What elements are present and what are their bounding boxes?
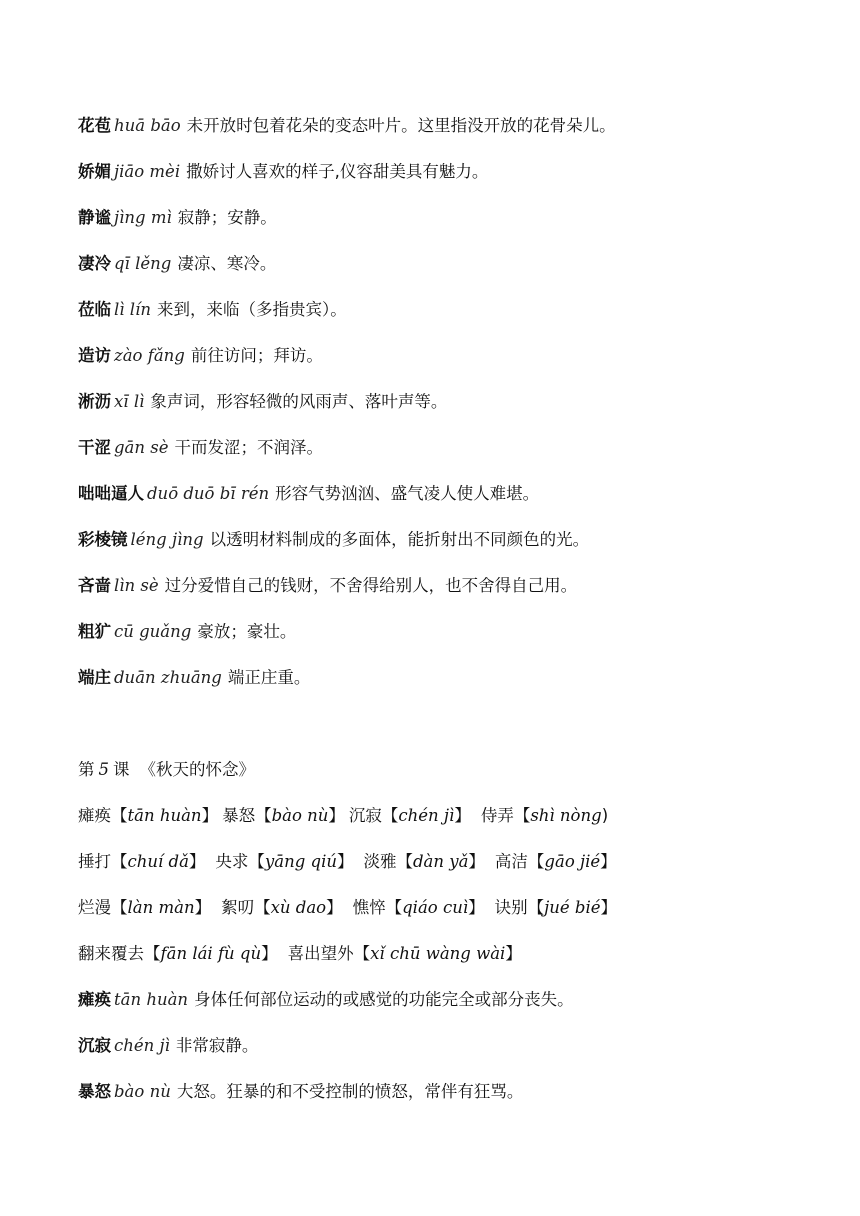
vocab-pinyin: qī lěng <box>114 254 172 273</box>
lesson-suffix: 课 <box>113 760 130 779</box>
vocab-entry <box>78 1080 838 1104</box>
word-pinyin-pair <box>349 806 471 825</box>
pair-close-bracket: 】 <box>326 898 343 917</box>
vocab-word: 静谧 <box>78 208 111 227</box>
pair-close-bracket: 】 <box>468 852 485 871</box>
vocab-entry <box>78 344 838 368</box>
pair-characters: 翻来覆去 <box>78 944 144 963</box>
vocab-word: 花苞 <box>78 116 111 135</box>
vocab-definition: 来到，来临（多指贵宾）。 <box>156 300 347 319</box>
lesson-heading <box>78 758 838 782</box>
pair-open-bracket: 【 <box>144 944 161 963</box>
pair-pinyin: xù dao <box>270 898 327 917</box>
pair-characters: 央求 <box>215 852 249 871</box>
pair-pinyin: fān lái fù qù <box>160 944 262 963</box>
vocab-entry <box>78 574 838 598</box>
vocab-word: 造访 <box>78 346 111 365</box>
vocab-pinyin: duān zhuāng <box>114 668 222 687</box>
vocab-entry <box>78 666 838 690</box>
vocab-entry <box>78 298 838 322</box>
lesson-number: 5 <box>98 760 109 779</box>
vocab-definition: 未开放时包着花朵的变态叶片。这里指没开放的花骨朵儿。 <box>186 116 616 135</box>
vocab-definition: 象声词，形容轻微的风雨声、落叶声等。 <box>150 392 448 411</box>
word-pinyin-pair <box>363 852 484 871</box>
pair-open-bracket: 【 <box>381 806 399 825</box>
word-pinyin-pair <box>495 852 617 871</box>
pair-close-bracket: 】 <box>468 898 485 917</box>
pair-open-bracket: 【 <box>255 806 272 825</box>
pair-characters: 烂漫 <box>78 898 111 917</box>
vocab-word: 娇媚 <box>78 162 111 181</box>
pair-close-bracket: ) <box>601 806 609 825</box>
pair-characters: 瘫痪 <box>78 806 111 825</box>
word-pinyin-pair <box>221 898 343 917</box>
pair-open-bracket: 【 <box>254 898 271 917</box>
pair-pinyin: xǐ chū wàng wài <box>370 944 506 963</box>
vocab-pinyin: duō duō bī rén <box>147 484 270 503</box>
lesson-title: 《秋天的怀念》 <box>139 760 255 779</box>
pair-open-bracket: 【 <box>527 898 545 917</box>
vocab-definition: 身体任何部位运动的或感觉的功能完全或部分丧失。 <box>194 990 574 1009</box>
vocab-pinyin: xī lì <box>114 392 145 411</box>
pair-pinyin: shì nòng <box>530 806 602 825</box>
pair-close-bracket: 】 <box>600 898 617 917</box>
vocab-entry <box>78 160 838 184</box>
pinyin-row <box>78 942 838 966</box>
word-pinyin-pair <box>78 944 278 963</box>
vocab-pinyin: chén jì <box>114 1036 170 1055</box>
vocab-word: 咄咄逼人 <box>78 484 144 503</box>
vocab-pinyin: cū guǎng <box>114 622 192 641</box>
vocab-definition: 形容气势汹汹、盛气凌人使人难堪。 <box>275 484 540 503</box>
vocab-definition: 前往访问；拜访。 <box>190 346 323 365</box>
pinyin-row <box>78 850 838 874</box>
vocab-word: 凄冷 <box>78 254 111 273</box>
vocab-pinyin: bào nù <box>114 1082 171 1101</box>
pair-pinyin: dàn yǎ <box>412 852 469 871</box>
pair-open-bracket: 【 <box>396 852 413 871</box>
vocab-definition: 干而发涩；不润泽。 <box>174 438 324 457</box>
vocab-entry <box>78 436 838 460</box>
pair-characters: 诀别 <box>494 898 528 917</box>
vocab-definition: 以透明材料制成的多面体，能折射出不同颜色的光。 <box>209 530 590 549</box>
word-pinyin-pair <box>78 806 218 825</box>
pair-pinyin: bào nù <box>271 806 329 825</box>
vocab-pinyin: lì lín <box>114 300 151 319</box>
word-pinyin-pair <box>288 944 522 963</box>
vocab-definition: 豪放；豪壮。 <box>197 622 297 641</box>
pair-pinyin: chuí dǎ <box>127 852 189 871</box>
vocab-pinyin: gān sè <box>114 438 169 457</box>
vocab-word: 端庄 <box>78 668 111 687</box>
vocab-entry <box>78 1034 838 1058</box>
vocab-entry <box>78 206 838 230</box>
vocab-word: 沉寂 <box>78 1036 111 1055</box>
pair-close-bracket: 】 <box>194 898 212 917</box>
vocab-entry <box>78 114 838 138</box>
pair-open-bracket: 【 <box>353 944 371 963</box>
vocab-word: 粗犷 <box>78 622 111 641</box>
pair-pinyin: qiáo cuì <box>402 898 469 917</box>
pair-pinyin: chén jì <box>398 806 455 825</box>
vocab-entry <box>78 620 838 644</box>
pair-open-bracket: 【 <box>111 806 128 825</box>
pair-close-bracket: 】 <box>336 852 354 871</box>
word-pinyin-pair <box>78 898 211 917</box>
pair-characters: 淡雅 <box>363 852 397 871</box>
vocab-word: 彩棱镜 <box>78 530 128 549</box>
vocab-entry <box>78 988 838 1012</box>
pair-characters: 沉寂 <box>348 806 382 825</box>
word-pinyin-pair <box>215 852 353 871</box>
vocab-definition: 过分爱惜自己的钱财，不舍得给别人，也不舍得自己用。 <box>164 576 578 595</box>
vocab-word: 吝啬 <box>78 576 111 595</box>
pair-characters: 侍弄 <box>480 806 514 825</box>
vocab-pinyin: huā bāo <box>114 116 181 135</box>
vocab-word: 干涩 <box>78 438 111 457</box>
pinyin-row <box>78 804 838 828</box>
pair-open-bracket: 【 <box>111 852 128 871</box>
vocab-definition: 凄凉、寒冷。 <box>177 254 277 273</box>
vocab-word: 淅沥 <box>78 392 111 411</box>
vocab-word: 莅临 <box>78 300 111 319</box>
pair-open-bracket: 【 <box>385 898 403 917</box>
pair-characters: 憔悴 <box>352 898 386 917</box>
pair-open-bracket: 【 <box>527 852 545 871</box>
vocab-pinyin: tān huàn <box>114 990 189 1009</box>
pair-characters: 絮叨 <box>221 898 255 917</box>
pair-close-bracket: 】 <box>188 852 206 871</box>
pinyin-row <box>78 896 838 920</box>
pair-characters: 捶打 <box>78 852 111 871</box>
word-pinyin-pair <box>495 898 617 917</box>
pair-close-bracket: 】 <box>328 806 345 825</box>
vocab-word: 瘫痪 <box>78 990 111 1009</box>
vocab-definition: 撒娇讨人喜欢的样子,仪容甜美具有魅力。 <box>186 162 489 181</box>
pair-pinyin: tān huàn <box>127 806 202 825</box>
vocab-pinyin: jiāo mèi <box>114 162 181 181</box>
vocab-definition: 端正庄重。 <box>227 668 311 687</box>
vocab-word: 暴怒 <box>78 1082 111 1101</box>
vocab-definition: 寂静；安静。 <box>177 208 277 227</box>
vocab-entry <box>78 390 838 414</box>
pair-close-bracket: 】 <box>505 944 522 963</box>
pair-pinyin: gāo jié <box>544 852 601 871</box>
word-pinyin-pair <box>222 806 345 825</box>
pair-characters: 喜出望外 <box>287 944 354 963</box>
pair-close-bracket: 】 <box>600 852 617 871</box>
vocab-entry <box>78 252 838 276</box>
pair-open-bracket: 【 <box>513 806 531 825</box>
vocab-definition: 大怒。狂暴的和不受控制的愤怒，常伴有狂骂。 <box>176 1082 524 1101</box>
pair-close-bracket: 】 <box>454 806 471 825</box>
pair-pinyin: yāng qiú <box>264 852 337 871</box>
word-pinyin-pair <box>353 898 485 917</box>
vocab-definition: 非常寂静。 <box>175 1036 259 1055</box>
pair-pinyin: jué bié <box>544 898 601 917</box>
pair-characters: 暴怒 <box>222 806 256 825</box>
pair-pinyin: làn màn <box>127 898 195 917</box>
pair-close-bracket: 】 <box>261 944 278 963</box>
vocab-pinyin: léng jìng <box>130 530 204 549</box>
vocab-entry <box>78 528 838 552</box>
vocab-pinyin: jìng mì <box>114 208 172 227</box>
lesson-prefix: 第 <box>78 760 95 779</box>
pair-close-bracket: 】 <box>201 806 219 825</box>
word-pinyin-pair <box>78 852 205 871</box>
pair-characters: 高洁 <box>494 852 528 871</box>
word-pinyin-pair <box>481 806 608 825</box>
vocab-pinyin: zào fǎng <box>114 346 185 365</box>
vocab-pinyin: lìn sè <box>114 576 159 595</box>
pair-open-bracket: 【 <box>248 852 265 871</box>
vocab-entry <box>78 482 838 506</box>
pair-open-bracket: 【 <box>111 898 128 917</box>
